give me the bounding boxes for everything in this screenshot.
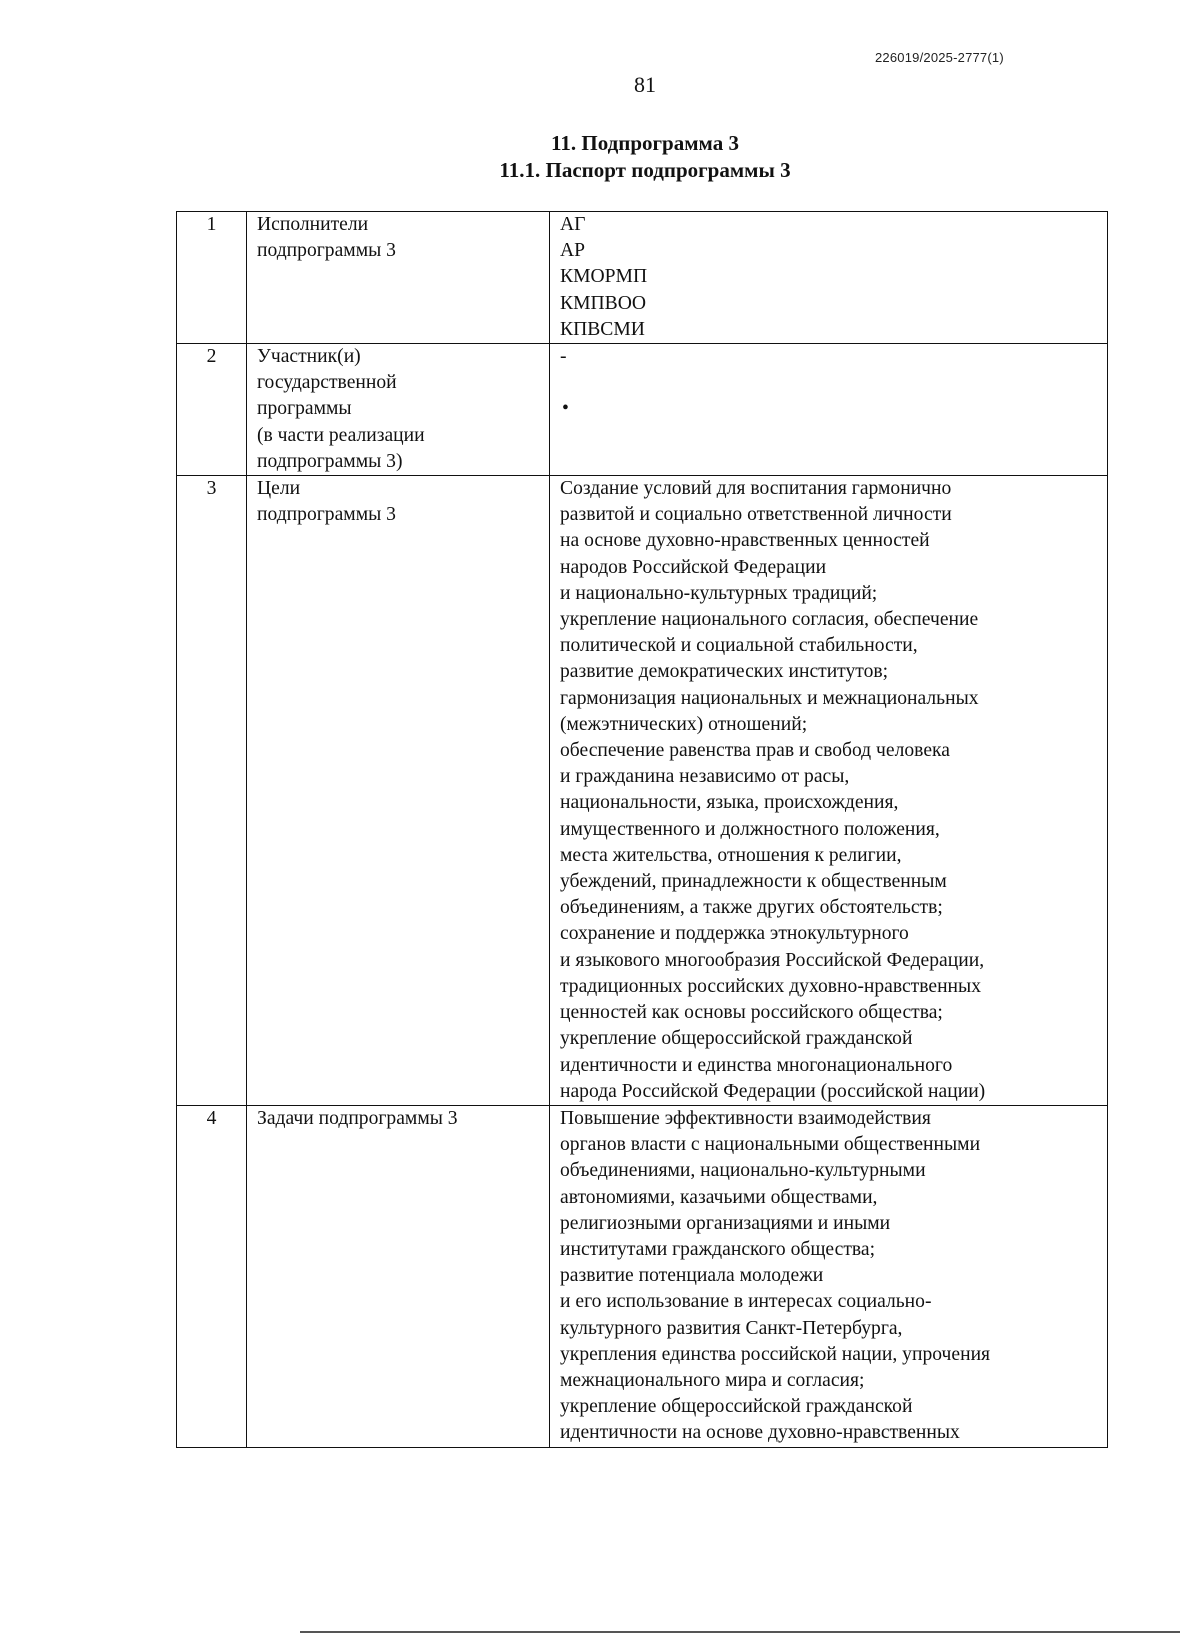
row-value-line: культурного развития Санкт-Петербурга, — [560, 1317, 903, 1339]
row-value-cell — [550, 344, 1108, 476]
table-row — [177, 212, 1108, 344]
row-value-line: и национально-культурных традиций; — [560, 582, 878, 604]
subprogram-passport-table — [176, 211, 1108, 1448]
row-value-line: места жительства, отношения к религии, — [560, 844, 902, 866]
row-value-cell — [550, 476, 1108, 1106]
row-value-line: (межэтнических) отношений; — [560, 713, 808, 735]
row-number: 1 — [177, 212, 247, 344]
row-value-line: сохранение и поддержка этнокультурного — [560, 923, 909, 945]
row-value-line: имущественного и должностного положения, — [560, 818, 940, 840]
row-value-line: - — [560, 346, 567, 368]
row-value-line: органов власти с национальными общественными — [560, 1134, 981, 1156]
row-name-cell — [247, 476, 550, 1106]
row-name-line: подпрограммы 3 — [257, 240, 396, 262]
subsection-title: 11.1. Паспорт подпрограммы 3 — [499, 158, 791, 182]
row-value-line: межнационального мира и согласия; — [560, 1369, 865, 1391]
row-value-line: Повышение эффективности взаимодействия — [560, 1107, 931, 1129]
row-value-line: АГ — [560, 214, 586, 235]
row-value-line: и языкового многообразия Российской Федерации, — [560, 949, 985, 971]
row-value-line: автономиями, казачьими обществами, — [560, 1186, 878, 1208]
row-value-line: развитой и социально ответственной личности — [560, 504, 952, 526]
row-value-line: укрепление общероссийской гражданской — [560, 1396, 913, 1418]
row-name-line: Участник(и) — [257, 346, 361, 368]
scan-edge-line — [300, 1631, 1180, 1633]
row-value-line: КМПВОО — [560, 292, 647, 314]
row-value-line: и его использование в интересах социально- — [560, 1291, 932, 1313]
row-value-line: ценностей как основы российского общества; — [560, 1002, 943, 1024]
row-name-cell — [247, 212, 550, 344]
row-value-cell — [550, 1105, 1108, 1447]
row-value-line: развитие демократических институтов; — [560, 661, 889, 683]
row-number: 2 — [177, 344, 247, 476]
row-name-line: программы — [257, 398, 352, 420]
row-name-line: подпрограммы 3 — [257, 504, 396, 526]
row-name-line: Исполнители — [257, 214, 369, 235]
row-name-line: Задачи подпрограммы 3 — [257, 1107, 458, 1129]
row-value-line: укрепление общероссийской гражданской — [560, 1028, 913, 1050]
row-value-line: религиозными организациями и иными — [560, 1212, 891, 1234]
row-name-line: (в части реализации — [257, 424, 425, 446]
row-name-line: Цели — [257, 478, 301, 500]
row-value-line: традиционных российских духовно-нравственных — [560, 975, 982, 997]
row-value-line: институтами гражданского общества; — [560, 1238, 876, 1260]
row-value-line: АР — [560, 240, 586, 262]
row-value-line: Создание условий для воспитания гармонично — [560, 478, 952, 500]
row-value-line: политической и социальной стабильности, — [560, 635, 918, 657]
row-value-line: объединениями, национально-культурными — [560, 1160, 926, 1182]
row-name-line: подпрограммы 3) — [257, 450, 403, 472]
row-value-line: укрепления единства российской нации, упрочения — [560, 1343, 991, 1365]
row-value-line: национальности, языка, происхождения, — [560, 792, 899, 814]
row-value-line: народа Российской Федерации (российской нации) — [560, 1080, 986, 1102]
row-value-line: объединениям, а также других обстоятельств; — [560, 897, 943, 919]
table-row — [177, 1105, 1108, 1447]
document-id: 226019/2025-2777(1) — [875, 50, 1004, 65]
row-value-line: идентичности и единства многонационального — [560, 1054, 953, 1076]
row-value-line: КПВСМИ — [560, 318, 645, 340]
row-value-line: на основе духовно-нравственных ценностей — [560, 530, 930, 552]
row-value-line: укрепление национального согласия, обеспечение — [560, 609, 979, 631]
table-row — [177, 344, 1108, 476]
row-value-line: КМОРМП — [560, 266, 648, 288]
page-number: 81 — [634, 72, 656, 97]
section-title: 11. Подпрограмма 3 — [551, 131, 739, 155]
row-value-line: развитие потенциала молодежи — [560, 1265, 824, 1287]
row-name-cell — [247, 344, 550, 476]
row-value-line: убеждений, принадлежности к общественным — [560, 871, 947, 893]
row-number: 4 — [177, 1105, 247, 1447]
row-number: 3 — [177, 476, 247, 1106]
row-value-line — [560, 370, 1103, 396]
row-name-line: государственной — [257, 372, 397, 394]
row-value-line: обеспечение равенства прав и свобод человека — [560, 740, 950, 762]
row-value-line: гармонизация национальных и межнациональных — [560, 687, 979, 709]
row-value-line: и гражданина независимо от расы, — [560, 766, 850, 788]
row-name-cell — [247, 1105, 550, 1447]
bullet-mark: • — [562, 398, 569, 420]
row-value-cell — [550, 212, 1108, 344]
row-value-line: идентичности на основе духовно-нравственных — [560, 1422, 960, 1444]
table-row — [177, 476, 1108, 1106]
row-value-line: народов Российской Федерации — [560, 556, 827, 578]
